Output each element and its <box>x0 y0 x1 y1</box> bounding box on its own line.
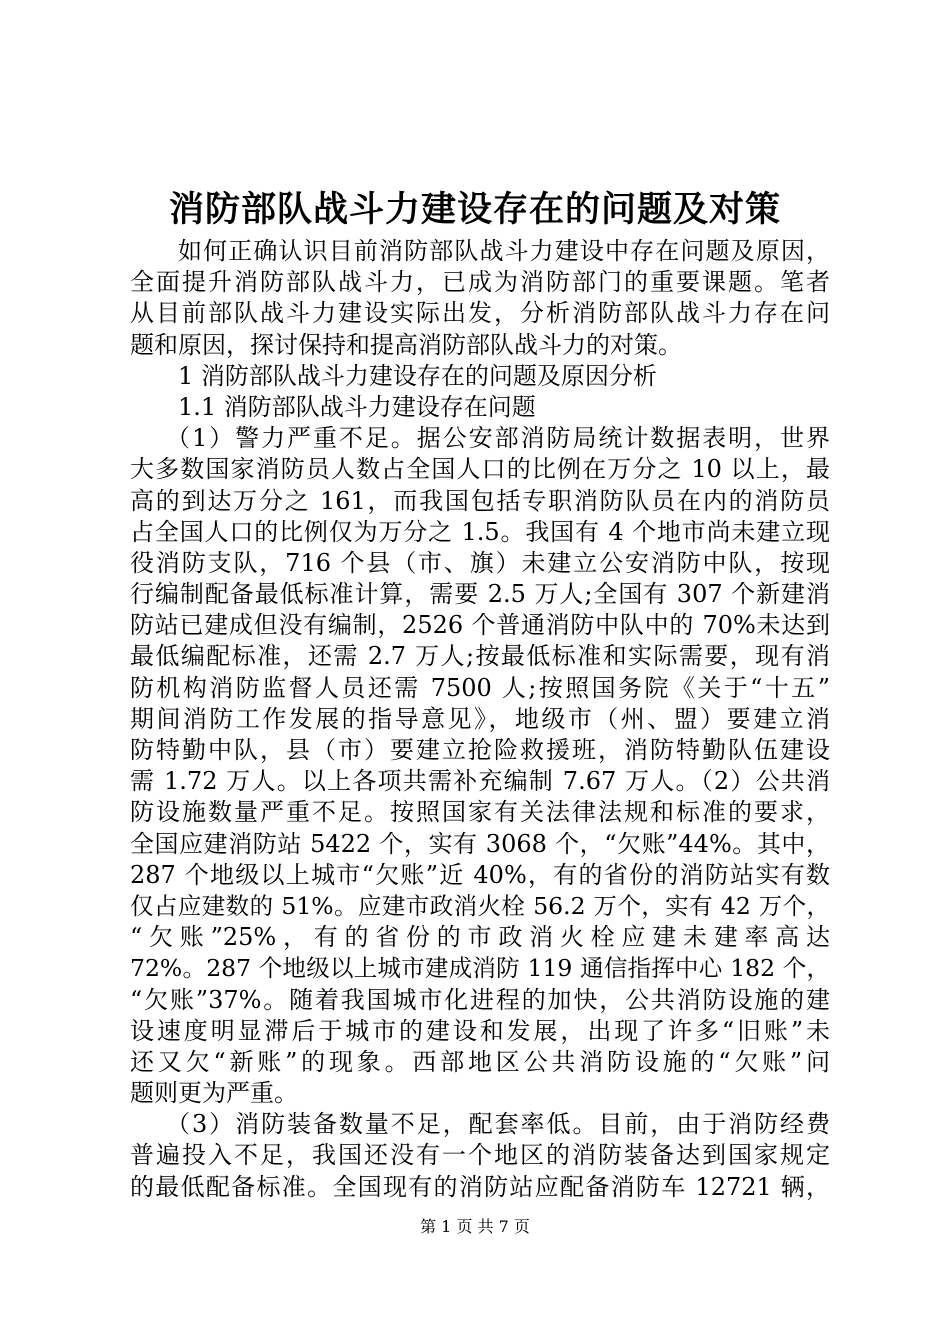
body-line: 题和原因，探讨保持和提高消防部队战斗力的对策。 <box>130 330 682 359</box>
body-line: “欠账”37%。随着我国城市化进程的加快，公共消防设施的建 <box>130 985 830 1014</box>
body-line: 如何正确认识目前消防部队战斗力建设中存在问题及原因， <box>178 237 830 265</box>
body-line: 题则更为严重。 <box>130 1079 298 1108</box>
body-line: 行编制配备最低标准计算，需要 2.5 万人;全国有 307 个新建消 <box>130 580 830 609</box>
body-line: 普遍投入不足，我国还没有一个地区的消防装备达到国家规定 <box>130 1141 830 1170</box>
body-line: 防站已建成但没有编制，2526 个普通消防中队中的 70%未达到 <box>130 611 830 640</box>
body-line: 还又欠“新账”的现象。西部地区公共消防设施的“欠账”问 <box>130 1047 830 1076</box>
body-line: 设速度明显滞后于城市的建设和发展，出现了许多“旧账”未 <box>130 1016 830 1045</box>
section-heading: 1 消防部队战斗力建设存在的问题及原因分析 <box>178 361 657 390</box>
document-body <box>130 236 830 1203</box>
body-line: 防机构消防监督人员还需 7500 人;按照国务院《关于“十五” <box>130 673 830 702</box>
page-number-footer: 第 1 页 共 7 页 <box>420 1217 530 1236</box>
document-title: 消防部队战斗力建设存在的问题及对策 <box>168 189 781 230</box>
subsection-heading: 1.1 消防部队战斗力建设存在问题 <box>178 392 536 421</box>
body-line: 仅占应建数的 51%。应建市政消火栓 56.2 万个，实有 42 万个， <box>130 891 830 920</box>
body-line: 期间消防工作发展的指导意见》，地级市（州、盟）要建立消 <box>130 704 830 733</box>
body-line: 72%。287 个地级以上城市建成消防 119 通信指挥中心 182 个， <box>130 954 830 983</box>
body-line: 全国应建消防站 5422 个，实有 3068 个，“欠账”44%。其中， <box>130 829 830 858</box>
body-line: （1）警力严重不足。据公安部消防局统计数据表明，世界 <box>166 424 830 453</box>
body-line: “欠账”25%，有的省份的市政消火栓应建未建率高达 <box>130 923 830 952</box>
body-line: 287 个地级以上城市“欠账”近 40%，有的省份的消防站实有数 <box>130 860 830 889</box>
body-line: 大多数国家消防员人数占全国人口的比例在万分之 10 以上，最 <box>130 455 830 484</box>
body-line: 防特勤中队，县（市）要建立抢险救援班，消防特勤队伍建设 <box>130 736 830 764</box>
body-line: 从目前部队战斗力建设实际出发，分析消防部队战斗力存在问 <box>130 299 830 328</box>
body-line: 的最低配备标准。全国现有的消防站应配备消防车 12721 辆， <box>130 1172 830 1201</box>
body-line: 需 1.72 万人。以上各项共需补充编制 7.67 万人。（2）公共消 <box>130 767 830 796</box>
body-line: 最低编配标准，还需 2.7 万人;按最低标准和实际需要，现有消 <box>130 642 830 671</box>
body-line: 占全国人口的比例仅为万分之 1.5。我国有 4 个地市尚未建立现 <box>130 517 830 546</box>
body-line: （3）消防装备数量不足，配套率低。目前，由于消防经费 <box>166 1110 830 1139</box>
body-line: 高的到达万分之 161，而我国包括专职消防队员在内的消防员 <box>130 486 830 515</box>
body-line: 全面提升消防部队战斗力，已成为消防部门的重要课题。笔者 <box>130 268 830 297</box>
body-line: 役消防支队，716 个县（市、旗）未建立公安消防中队，按现 <box>130 548 830 577</box>
body-line: 防设施数量严重不足。按照国家有关法律法规和标准的要求， <box>130 798 830 827</box>
